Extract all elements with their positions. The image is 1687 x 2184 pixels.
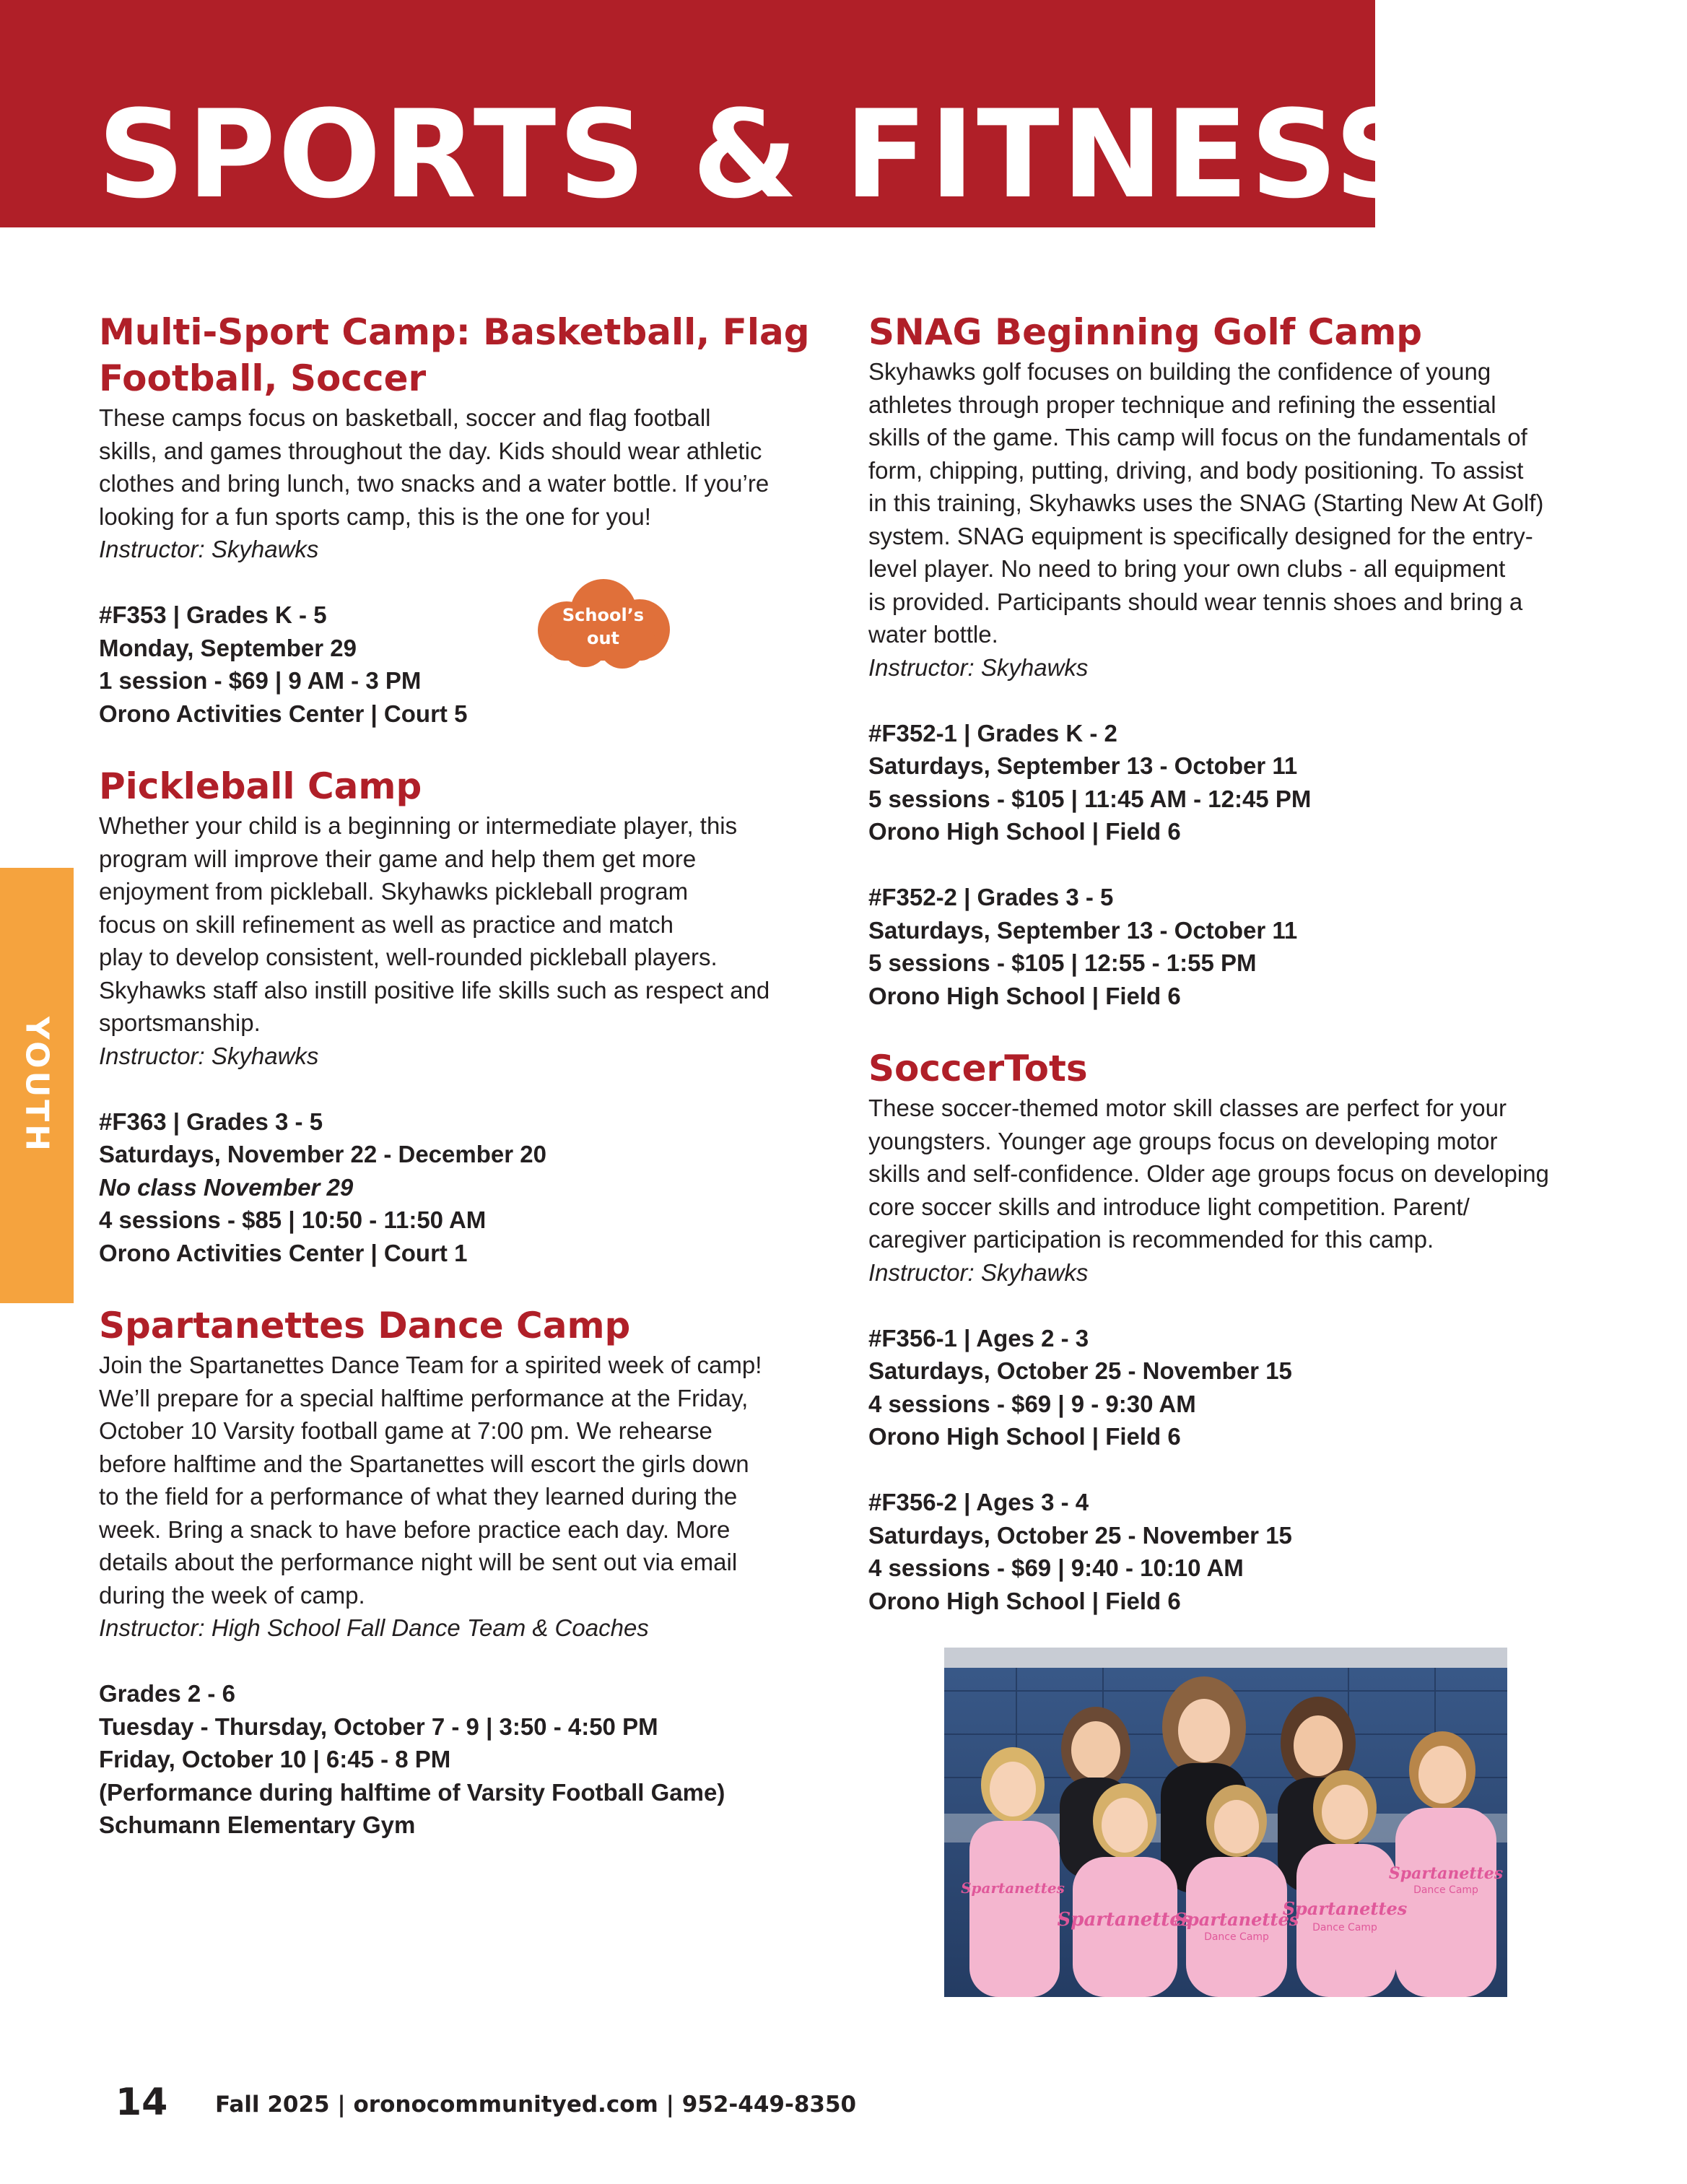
header-banner bbox=[0, 0, 1424, 227]
description-line: clothes and bring lunch, two snacks and a water bottle. If you’re bbox=[99, 470, 770, 497]
right-column bbox=[868, 309, 1590, 1650]
description-line: These camps focus on basketball, soccer and flag football bbox=[99, 404, 711, 431]
program-title bbox=[99, 1302, 821, 1349]
session-line: Saturdays, October 25 - November 15 bbox=[868, 1357, 1292, 1384]
program-title bbox=[868, 309, 1590, 355]
program-section bbox=[868, 309, 1590, 1012]
description-line: These soccer-themed motor skill classes are perfect for your bbox=[868, 1095, 1507, 1121]
program-title bbox=[868, 1045, 1590, 1092]
session-line: #F356-2 | Ages 3 - 4 bbox=[868, 1489, 1089, 1515]
session-line: No class November 29 bbox=[99, 1173, 354, 1201]
footer-info: Fall 2025 | oronocommunityed.com | 952-449-8350 bbox=[215, 2092, 857, 2118]
program-description bbox=[868, 1092, 1590, 1256]
shirt-print-subtext-3: Dance Camp bbox=[1413, 1884, 1478, 1896]
shirt-print-text-4: Spartanettes bbox=[1388, 1864, 1504, 1883]
program-instructor: Instructor: Skyhawks bbox=[99, 536, 319, 562]
program-title bbox=[99, 763, 821, 809]
shirt-print-text-1: Spartanettes bbox=[1057, 1909, 1193, 1931]
description-line: Join the Spartanettes Dance Team for a spirited week of camp! bbox=[99, 1352, 762, 1378]
session-line: #F363 | Grades 3 - 5 bbox=[99, 1108, 323, 1135]
description-line: focus on skill refinement as well as practice and match bbox=[99, 910, 674, 938]
description-line: in this training, Skyhawks uses the SNAG (Starting New At Golf) bbox=[868, 490, 1544, 516]
session-details bbox=[99, 1105, 821, 1270]
description-line: during the week of camp. bbox=[99, 1581, 365, 1609]
description-line: athletes through proper technique and refining the essential bbox=[868, 391, 1496, 418]
session-line: Orono High School | Field 6 bbox=[868, 1587, 1181, 1614]
description-line: level player. No need to bring your own clubs - all equipment bbox=[868, 555, 1506, 582]
session-line: Orono High School | Field 6 bbox=[868, 1423, 1181, 1450]
page-number: 14 bbox=[115, 2081, 168, 2124]
session-line: #F353 | Grades K - 5 bbox=[99, 601, 327, 628]
program-instructor: Instructor: Skyhawks bbox=[99, 1042, 319, 1069]
description-line: Skyhawks golf focuses on building the confidence of young bbox=[868, 358, 1491, 385]
description-line: skills of the game. This camp will focus on the fundamentals of bbox=[868, 424, 1527, 451]
shirt-print-subtext-2: Dance Camp bbox=[1204, 1931, 1269, 1943]
program-title-line: Pickleball Camp bbox=[99, 765, 422, 807]
description-line: Skyhawks staff also instill positive life skills such as respect and bbox=[99, 976, 770, 1004]
session-line: 4 sessions - $85 | 10:50 - 11:50 AM bbox=[99, 1206, 487, 1233]
program-section bbox=[868, 1045, 1590, 1617]
description-line: program will improve their game and help them get more bbox=[99, 845, 697, 872]
session-line: Monday, September 29 bbox=[99, 634, 357, 661]
description-line: form, chipping, putting, driving, and body positioning. To assist bbox=[868, 456, 1524, 484]
left-column bbox=[99, 309, 821, 1875]
description-line: play to develop consistent, well-rounded pickleball players. bbox=[99, 944, 718, 970]
shirt-print-text-5: Spartanettes bbox=[961, 1879, 1065, 1897]
program-title-line: Multi-Sport Camp: Basketball, Flag bbox=[99, 311, 810, 353]
shirt-print-text-2: Spartanettes bbox=[1174, 1909, 1299, 1930]
session-line: Saturdays, November 22 - December 20 bbox=[99, 1141, 546, 1167]
description-line: core soccer skills and introduce light competition. Parent/ bbox=[868, 1193, 1470, 1220]
session-details bbox=[99, 1677, 821, 1842]
program-title bbox=[99, 309, 821, 401]
session-line: (Performance during halftime of Varsity Football Game) bbox=[99, 1778, 725, 1806]
description-line: skills and self-confidence. Older age groups focus on developing bbox=[868, 1160, 1549, 1187]
program-instructor: Instructor: Skyhawks bbox=[868, 653, 1089, 681]
session-details bbox=[99, 599, 821, 730]
session-line: Saturdays, October 25 - November 15 bbox=[868, 1521, 1292, 1549]
session-line: Tuesday - Thursday, October 7 - 9 | 3:50 - 4:50 PM bbox=[99, 1713, 658, 1740]
description-line: We’ll prepare for a special halftime performance at the Friday, bbox=[99, 1384, 749, 1411]
session-line: Friday, October 10 | 6:45 - 8 PM bbox=[99, 1746, 451, 1772]
program-description bbox=[868, 355, 1590, 651]
program-title-line: SoccerTots bbox=[868, 1048, 1088, 1089]
program-section bbox=[99, 763, 821, 1269]
description-line: details about the performance night will be sent out via email bbox=[99, 1549, 738, 1575]
page-title: SPORTS & FITNESS bbox=[97, 84, 1424, 225]
program-title-line: SNAG Beginning Golf Camp bbox=[868, 311, 1423, 353]
session-line: Orono Activities Center | Court 1 bbox=[99, 1239, 468, 1266]
session-details bbox=[868, 1322, 1590, 1453]
program-description bbox=[99, 401, 821, 533]
program-description bbox=[99, 1349, 821, 1611]
session-line: Saturdays, September 13 - October 11 bbox=[868, 916, 1298, 944]
spartanettes-group-photo bbox=[944, 1648, 1507, 1997]
session-details bbox=[868, 881, 1590, 1012]
session-details bbox=[868, 717, 1590, 848]
program-title-line: Football, Soccer bbox=[99, 357, 427, 399]
group-photo-image bbox=[944, 1648, 1507, 1997]
description-line: water bottle. bbox=[868, 621, 998, 648]
description-line: looking for a fun sports camp, this is the one for you! bbox=[99, 503, 651, 530]
schools-out-text bbox=[526, 604, 681, 650]
session-line: Orono High School | Field 6 bbox=[868, 818, 1181, 845]
shirt-print-text-3: Spartanettes bbox=[1282, 1898, 1408, 1919]
schools-out-badge bbox=[526, 578, 681, 673]
schools-out-line-1: School’s bbox=[562, 605, 645, 625]
session-line: 4 sessions - $69 | 9:40 - 10:10 AM bbox=[868, 1554, 1244, 1581]
program-instructor: Instructor: High School Fall Dance Team & Coaches bbox=[99, 1614, 649, 1641]
schools-out-line-2: out bbox=[586, 628, 620, 648]
side-tab-label: YOUTH bbox=[18, 1016, 56, 1154]
description-line: skills, and games throughout the day. Kids should wear athletic bbox=[99, 437, 762, 464]
session-line: Orono High School | Field 6 bbox=[868, 982, 1181, 1009]
program-description bbox=[99, 809, 821, 1040]
session-line: Saturdays, September 13 - October 11 bbox=[868, 752, 1298, 779]
program-instructor: Instructor: Skyhawks bbox=[868, 1258, 1089, 1286]
session-details bbox=[868, 1486, 1590, 1617]
description-line: week. Bring a snack to have before practice each day. More bbox=[99, 1515, 731, 1543]
description-line: before halftime and the Spartanettes will escort the girls down bbox=[99, 1450, 749, 1477]
session-line: Grades 2 - 6 bbox=[99, 1680, 235, 1707]
description-line: sportsmanship. bbox=[99, 1009, 261, 1036]
program-section bbox=[99, 1302, 821, 1842]
program-title-line: Spartanettes Dance Camp bbox=[99, 1305, 631, 1346]
description-line: youngsters. Younger age groups focus on developing motor bbox=[868, 1127, 1498, 1154]
description-line: caregiver participation is recommended for this camp. bbox=[868, 1226, 1434, 1253]
session-line: #F356-1 | Ages 2 - 3 bbox=[868, 1324, 1089, 1352]
description-line: to the field for a performance of what they learned during the bbox=[99, 1483, 738, 1510]
description-line: system. SNAG equipment is specifically designed for the entry- bbox=[868, 522, 1533, 549]
session-line: Schumann Elementary Gym bbox=[99, 1811, 416, 1838]
session-line: 5 sessions - $105 | 12:55 - 1:55 PM bbox=[868, 949, 1257, 976]
program-section bbox=[99, 309, 821, 730]
session-line: 4 sessions - $69 | 9 - 9:30 AM bbox=[868, 1390, 1196, 1417]
description-line: enjoyment from pickleball. Skyhawks pickleball program bbox=[99, 878, 689, 905]
session-line: #F352-1 | Grades K - 2 bbox=[868, 719, 1117, 747]
description-line: is provided. Participants should wear tennis shoes and bring a bbox=[868, 588, 1523, 615]
side-tab bbox=[0, 868, 74, 1303]
shirt-print-subtext-1: Dance Camp bbox=[1312, 1922, 1377, 1933]
description-line: October 10 Varsity football game at 7:00 pm. We rehearse bbox=[99, 1417, 712, 1444]
session-line: Orono Activities Center | Court 5 bbox=[99, 700, 468, 727]
session-line: 1 session - $69 | 9 AM - 3 PM bbox=[99, 667, 422, 694]
session-line: #F352-2 | Grades 3 - 5 bbox=[868, 884, 1114, 910]
session-line: 5 sessions - $105 | 11:45 AM - 12:45 PM bbox=[868, 785, 1312, 812]
description-line: Whether your child is a beginning or intermediate player, this bbox=[99, 812, 738, 839]
